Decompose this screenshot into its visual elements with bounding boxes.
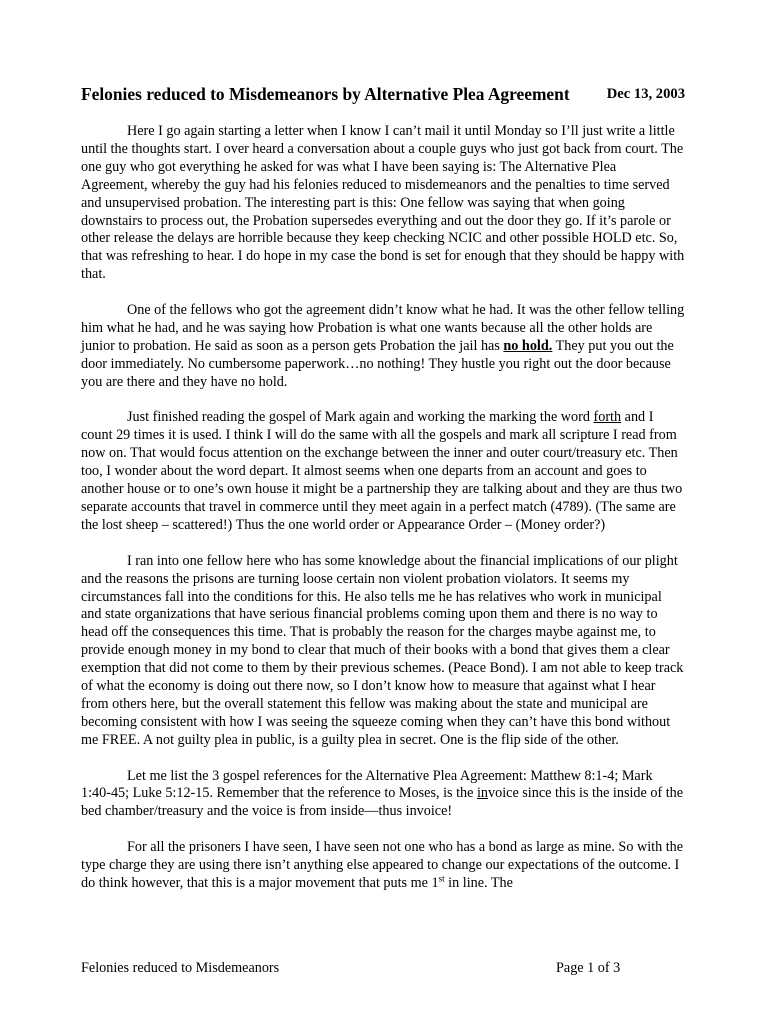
paragraph-6 bbox=[81, 839, 685, 893]
in-underlined: in bbox=[476, 785, 489, 802]
letter-body bbox=[81, 123, 685, 911]
footer-title: Felonies reduced to Misdemeanors bbox=[81, 960, 280, 976]
paragraph-4-text: I ran into one fellow here who has some knowledge about the financial implications of our plight and the reasons the prisons are turning loose certain non violent probation violators. It seems my circumstances fall into the conditions for this. He also tells me he has relatives who work in municipal and state organizations that have serious financial problems coming upon them and there is no way to head off the consequences this time. That is probably the reason for the charges maybe against me, to provide enough money in my bond to clear that much of their books with a bond that gives them a clear exemption that did not come to them by their previous schemes. (Peace Bond). I am not able to keep track of what the economy is doing out there now, so I don’t know how to measure that against what I hear from others here, but the overall statement this fellow was making about the state and municipal are becoming consistent with how I was seeing the squeeze coming when they can’t have this bond without me FREE. A not guilty plea in public, is a guilty plea in secret. One is the flip side of the other. bbox=[81, 552, 684, 748]
paragraph-6-text-c: in line. The bbox=[444, 874, 513, 891]
paragraph-3 bbox=[81, 409, 685, 534]
ordinal-superscript: st bbox=[438, 873, 445, 884]
paragraph-2-text-a: One of the fellows who got the agreement didn’t know what he had. It was the other fellow telling him what he had, and he was saying how Probation is what one wants because all the other holds are junior to probation. He said as soon as a person gets Probation the jail has bbox=[81, 302, 685, 354]
paragraph-3-text-c: and I count 29 times it is used. I think I will do the same with all the gospels and mark all scripture I read from now on. That would focus attention on the exchange between the inner and outer court/treasury etc. Then too, I wonder about the word depart. It almost seems when one departs from an account and goes to another house or to one’s own house it might be a partnership they are talking about and they are thus two separate accounts that travel in commerce until they meet again in a perfect match (4789). (The same are the lost sheep – scattered!) Thus the one world order or Appearance Order – (Money order?) bbox=[81, 409, 683, 533]
paragraph-2 bbox=[81, 302, 685, 392]
title-row bbox=[81, 84, 685, 108]
paragraph-3-text-a: Just finished reading the gospel of Mark again and working the marking the word bbox=[127, 409, 594, 426]
paragraph-5-text-a: Let me list the 3 gospel references for the Alternative Plea Agreement: Matthew 8:1-4; Mark 1:40-45; Luke 5:12-15. Remember that the reference to Moses, is the bbox=[81, 767, 653, 802]
paragraph-1 bbox=[81, 123, 685, 284]
document-date: Dec 13, 2003 bbox=[606, 86, 685, 102]
no-hold-emphasis: no hold. bbox=[503, 337, 553, 354]
paragraph-5 bbox=[81, 768, 685, 822]
paragraph-2-text-c: They put you out the door immediately. No cumbersome paperwork…no nothing! They hustle you right out the door because you are there and they have no hold. bbox=[81, 337, 674, 390]
forth-underlined: forth bbox=[593, 409, 622, 426]
paragraph-1-text: Here I go again starting a letter when I know I can’t mail it until Monday so I’ll just write a little until the thoughts start. I over heard a conversation about a couple guys who just got back from court. The one guy who got everything he asked for was what I have been saying is: The Alternative Plea Agreement, whereby the guy had his felonies reduced to misdemeanors and the penalties to time served and unsupervised probation. The interesting part is this: One fellow was saying that when going downstairs to process out, the Probation supersedes everything and out the door they go. If it’s parole or other release the delays are horrible because they keep checking NCIC and other possible HOLD etc. So, that was refreshing to hear. I do hope in my case the bond is set for enough that they should be happy with that. bbox=[81, 123, 685, 283]
page-number: Page 1 of 3 bbox=[556, 960, 621, 976]
paragraph-6-text-a: For all the prisoners I have seen, I have seen not one who has a bond as large as mine. So with the type charge they are using there isn’t anything else appeared to change our expectations of the outcome. I do think however, that this is a major movement that puts me 1 bbox=[81, 839, 684, 891]
document-title: Felonies reduced to Misdemeanors by Alternative Plea Agreement bbox=[81, 84, 570, 104]
paragraph-4 bbox=[81, 553, 685, 750]
document-page bbox=[81, 0, 685, 1024]
paragraph-5-text-c: voice since this is the inside of the bed chamber/treasury and the voice is from inside—thus invoice! bbox=[81, 785, 684, 820]
